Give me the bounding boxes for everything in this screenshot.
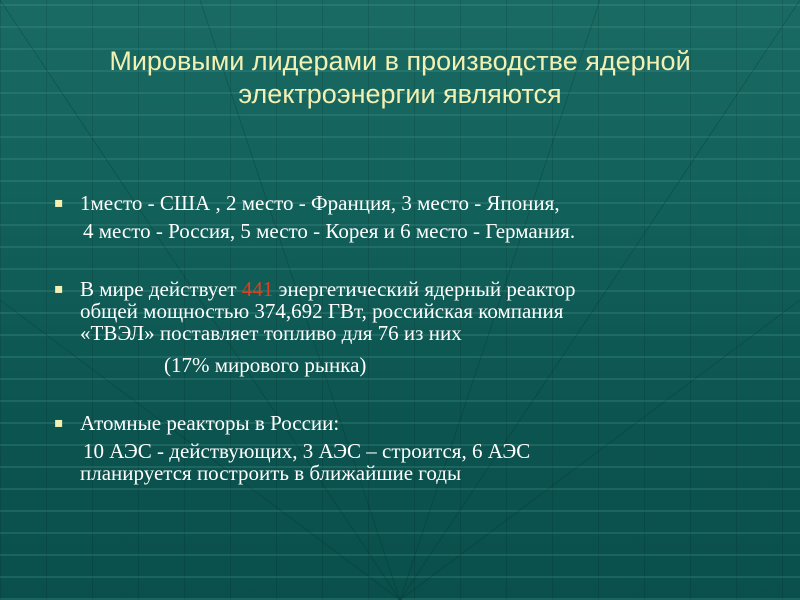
- reactor-count-highlight: 441: [241, 277, 274, 301]
- bullet-reactors-text-before: В мире действует: [80, 277, 242, 301]
- slide-content: [52, 192, 772, 484]
- bullet-reactors-line-2: общей мощностью 374,692 ГВт, российская компания: [80, 299, 564, 323]
- bullet-leaders: [52, 192, 772, 242]
- bullet-reactors-text-after: энергетический ядерный реактор: [273, 277, 576, 301]
- bullet-reactors-line-3: «ТВЭЛ» поставляет топливо для 76 из них: [80, 321, 462, 345]
- bullet-reactors-line-1: [80, 278, 772, 300]
- bullet-russia-line-2: 10 АЭС - действующих, 3 АЭС – строится, 6 АЭС: [83, 439, 531, 463]
- title-line-2: электроэнергии являются: [238, 79, 562, 109]
- title-line-1: Мировыми лидерами в производстве ядерной: [109, 46, 691, 76]
- bullet-leaders-line-2: 4 место - Россия, 5 место - Корея и 6 место - Германия.: [83, 219, 576, 243]
- bullet-russia-line-3: планируется построить в ближайшие годы: [80, 461, 462, 485]
- bullet-leaders-line-1: 1место - США , 2 место - Франция, 3 место - Япония,: [80, 191, 560, 215]
- slide-title: [40, 45, 760, 111]
- bullet-marker-icon: ▪: [54, 415, 64, 431]
- bullet-marker-icon: ▪: [54, 195, 64, 211]
- bullet-reactors-line-4: (17% мирового рынка): [164, 353, 367, 377]
- bullet-russia-line-1: Атомные реакторы в России:: [80, 411, 340, 435]
- bullet-marker-icon: ▪: [54, 281, 64, 297]
- bullet-russia: [52, 412, 772, 484]
- bullet-reactors: [52, 278, 772, 376]
